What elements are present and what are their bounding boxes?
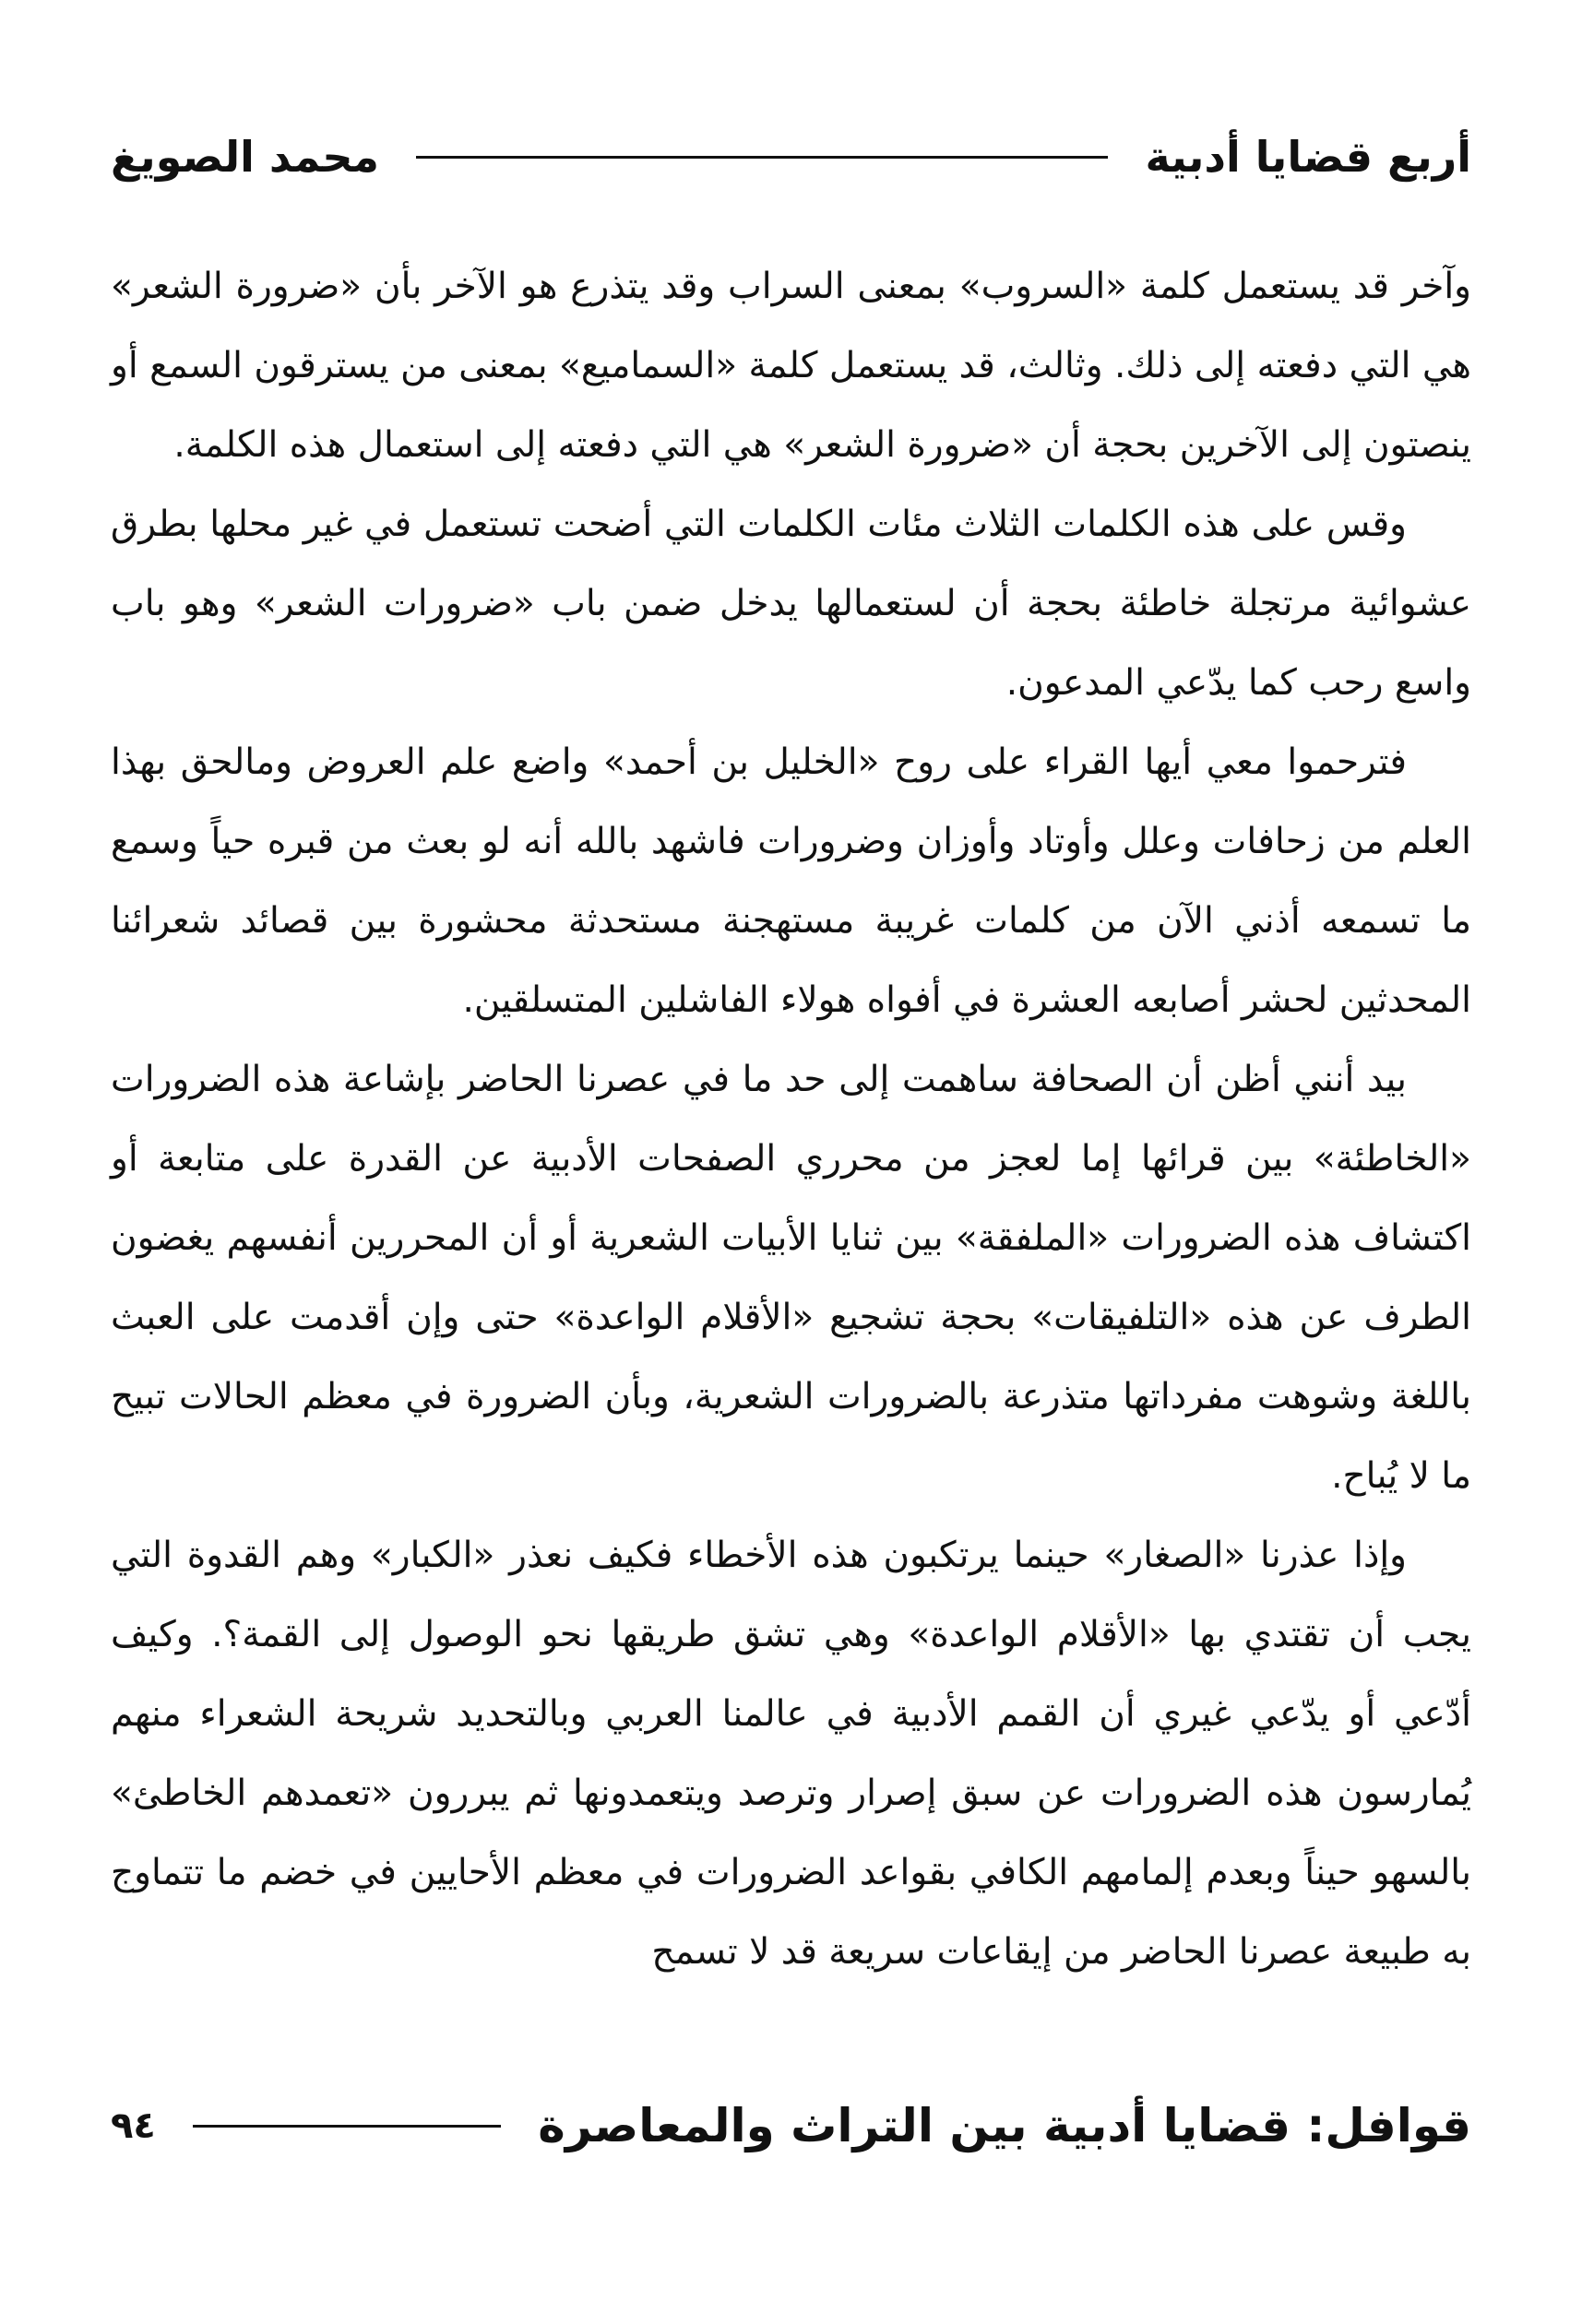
paragraph: وإذا عذرنا «الصغار» حينما يرتكبون هذه الأخطاء فكيف نعذر «الكبار» وهم القدوة التي يجب أن تقتدي بها «الأقلام الواعدة» وهي تشق طريقها نحو الوصول إلى القمة؟. وكيف أدّعي أو يدّعي غيري أن القمم الأدبية في عالمنا العربي وبالتحديد شريحة الشعراء منهم يُمارسون هذه الضرورات عن سبق إصرار وترصد ويتعمدونها ثم يبررون «تعمدهم الخاطئ» بالسهو حيناً وبعدم إلمامهم الكافي بقواعد الضرورات في معظم الأحايين في خضم ما تتماوج به طبيعة عصرنا الحاضر من إيقاعات سريعة قد لا تسمح (111, 1535, 1471, 1973)
paragraph: وقس على هذه الكلمات الثلاث مئات الكلمات التي أضحت تستعمل في غير محلها بطرق عشوائية مرتجلة خاطئة بحجة أن لستعمالها يدخل ضمن باب «ضرورات الشعر» وهو باب واسع رحب كما يدّعي المدعون. (111, 504, 1471, 704)
header-book-title: أربع قضايا أدبية (1145, 132, 1471, 182)
running-header (111, 120, 1471, 194)
paragraph: وآخر قد يستعمل كلمة «السروب» بمعنى السراب وقد يتذرع هو الآخر بأن «ضرورة الشعر» هي التي دفعته إلى ذلك. وثالث، قد يستعمل كلمة «السماميع» بمعنى من يسترقون السمع أو ينصتون إلى الآخرين بحجة أن «ضرورة الشعر» هي التي دفعته إلى استعمال هذه الكلمة. (111, 266, 1471, 466)
page-number: ٩٤ (111, 2105, 156, 2147)
header-author-name: محمد الصويغ (111, 132, 379, 182)
footer-rule (193, 2125, 501, 2128)
paragraph: فترحموا معي أيها القراء على روح «الخليل بن أحمد» واضع علم العروض ومالحق بهذا العلم من زحافات وعلل وأوتاد وأوزان وضرورات فاشهد بالله أنه لو بعث من قبره حياً وسمع ما تسمعه أذني الآن من كلمات غريبة مستهجنة مستحدثة محشورة بين قصائد شعرائنا المحدثين لحشر أصابعه العشرة في أفواه هولاء الفاشلين المتسلقين. (111, 741, 1471, 1021)
footer-series-title: قوافل: قضايا أدبية بين التراث والمعاصرة (538, 2099, 1471, 2152)
running-footer (111, 2089, 1471, 2163)
paragraph: بيد أنني أظن أن الصحافة ساهمت إلى حد ما في عصرنا الحاضر بإشاعة هذه الضرورات «الخاطئة» بين قرائها إما لعجز من محرري الصفحات الأدبية عن القدرة على متابعة أو اكتشاف هذه الضرورات «الملفقة» بين ثنايا الأبيات الشعرية أو أن المحررين أنفسهم يغضون الطرف عن هذه «التلفيقات» بحجة تشجيع «الأقلام الواعدة» حتى وإن أقدمت على العبث باللغة وشوهت مفرداتها متذرعة بالضرورات الشعرية، وبأن الضرورة في معظم الحالات تبيح ما لا يُباح. (111, 1059, 1471, 1497)
header-rule (416, 156, 1108, 159)
body-text (111, 247, 1471, 1992)
